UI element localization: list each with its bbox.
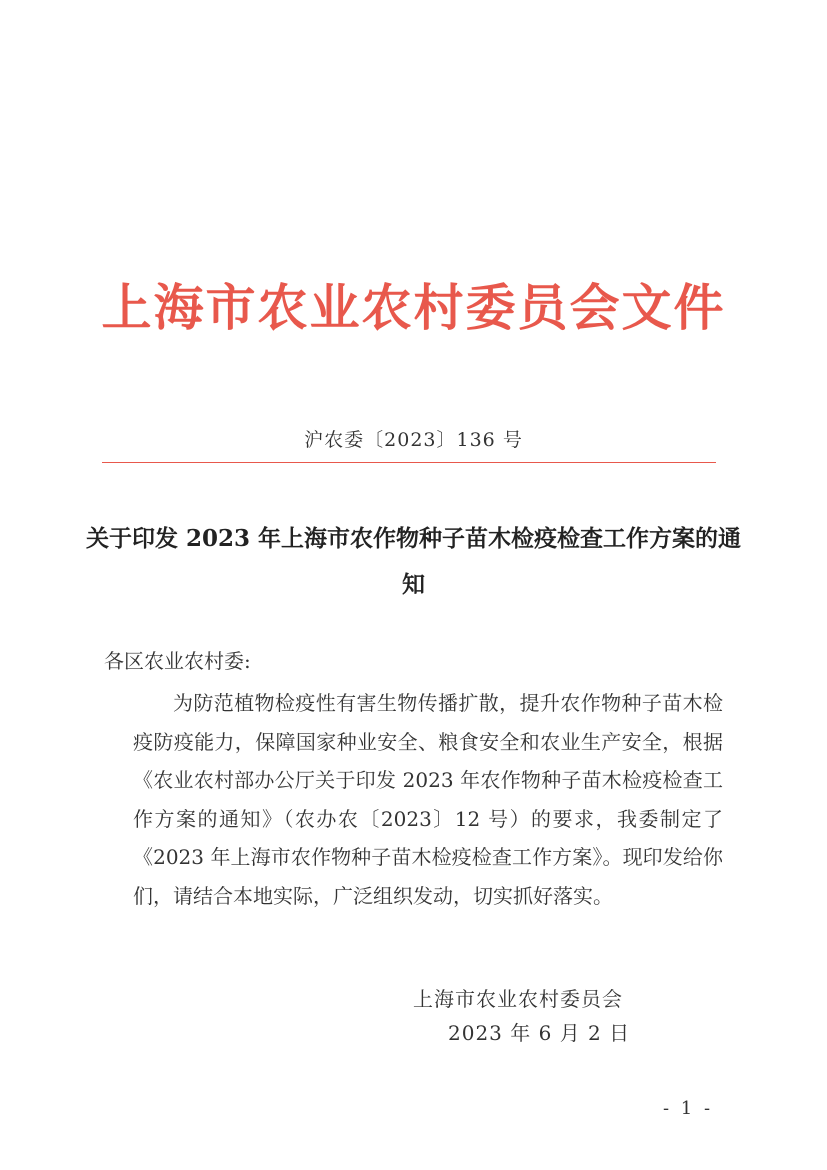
document-number: 沪农委〔2023〕136 号 <box>304 429 523 451</box>
page-number: - 1 - <box>663 1098 714 1119</box>
header-divider <box>102 462 716 463</box>
document-header-title: 上海市农业农村委员会文件 <box>101 278 726 337</box>
salutation: 各区农业农村委: <box>104 649 251 673</box>
body-paragraph: 为防范植物检疫性有害生物传播扩散，提升农作物种子苗木检疫防疫能力，保障国家种业安全、粮食安全和农业生产安全，根据《农业农村部办公厅关于印发 2023 年农作物种子苗木检疫检查工作方案的通知》（农办农〔2023〕12 号）的要求，我委制定了《2023 年上海市农作物种子苗木检疫检查工作方案》。现印发给你们，请结合本地实际，广泛组织发动，切实抓好落实。 <box>133 691 723 908</box>
issuer-signature: 上海市农业农村委员会 <box>413 987 623 1011</box>
issue-date: 2023 年 6 月 2 日 <box>448 1021 631 1045</box>
notice-title: 关于印发 2023 年上海市农作物种子苗木检疫检查工作方案的通知 <box>85 525 742 598</box>
